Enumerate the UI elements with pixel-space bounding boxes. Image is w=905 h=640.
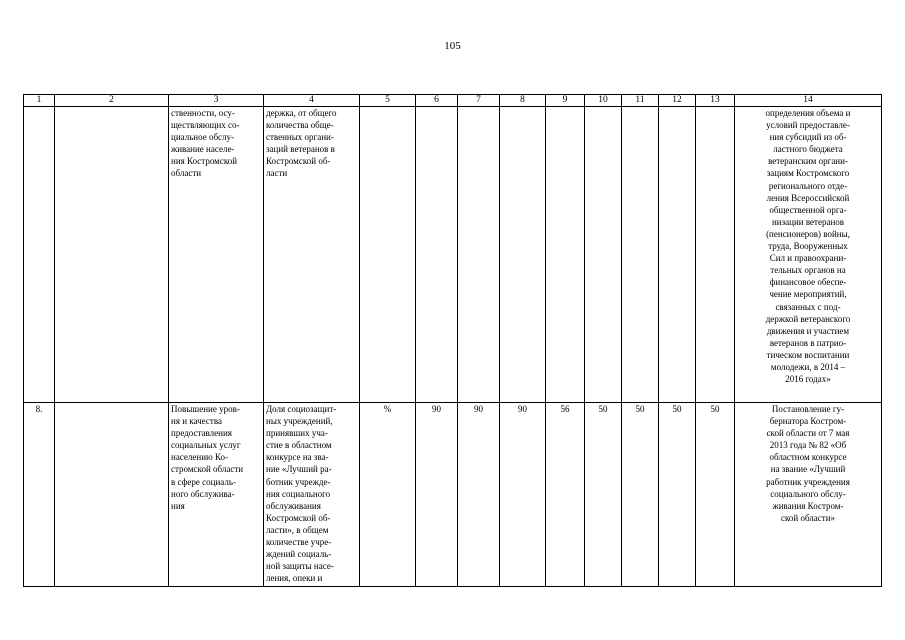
header-row [24, 95, 882, 107]
header-cell-10: 10 [585, 95, 622, 107]
unit-cell [360, 107, 416, 403]
row-number-cell [24, 107, 55, 403]
header-cell-7: 7 [458, 95, 500, 107]
table-row [24, 107, 882, 403]
value-cell-7: 90 [458, 403, 500, 587]
header-cell-2: 2 [55, 95, 169, 107]
basis-cell: Постановление гу- бернатора Костром- ской области от 7 мая 2013 года № 82 «Об областном конкурсе на звание «Лучший работник учреждения социального обслу- живания Костром- ской области» [735, 403, 882, 587]
value-cell-10: 50 [585, 403, 622, 587]
header-cell-12: 12 [659, 95, 696, 107]
header-cell-13: 13 [696, 95, 735, 107]
header-cell-6: 6 [416, 95, 458, 107]
value-cell-12 [659, 107, 696, 403]
header-cell-9: 9 [546, 95, 585, 107]
indicators-table [23, 94, 882, 587]
indicator-cell: Доля социозащит- ных учреждений, принявших уча- стие в областном конкурсе на зва- ние «Лучший ра- ботник учрежде- ния социального обслуживания Костромской об- ласти», в общем количестве учре- ждений социаль- ной защиты насе- ления, опеки и [264, 403, 360, 587]
value-cell-7 [458, 107, 500, 403]
unit-cell: % [360, 403, 416, 587]
header-cell-14: 14 [735, 95, 882, 107]
header-cell-4: 4 [264, 95, 360, 107]
value-cell-11 [622, 107, 659, 403]
value-cell-6: 90 [416, 403, 458, 587]
value-cell-8 [500, 107, 546, 403]
header-cell-3: 3 [169, 95, 264, 107]
value-cell-9 [546, 107, 585, 403]
value-cell-6 [416, 107, 458, 403]
page-number: 105 [444, 40, 461, 52]
value-cell-12: 50 [659, 403, 696, 587]
row-number-cell: 8. [24, 403, 55, 587]
value-cell-13 [696, 107, 735, 403]
task-cell: Повышение уров- ня и качества предоставления социальных услуг населению Ко- стромской области в сфере социаль- ного обслужива- ния [169, 403, 264, 587]
indicator-cell: держка, от общего количества обще- ственных органи- заций ветеранов в Костромской об- ласти [264, 107, 360, 403]
basis-cell: определения объема и условий предоставле- ния субсидий из об- ластного бюджета ветеранским органи- зациям Костромского регионального отде- ления Всероссийской общественной орга- низации ветеранов (пенсионеров) войны, труда, Вооруженных Сил и правоохрани- тельных органов на финансовое обеспе- чение мероприятий, связанных с под- держкой ветеранского движения и участием ветеранов в патрио- тическом воспитании молодежи, в 2014 – 2016 годах» [735, 107, 882, 403]
value-cell-8: 90 [500, 403, 546, 587]
table-row [24, 403, 882, 587]
header-cell-8: 8 [500, 95, 546, 107]
cell-col-2 [55, 107, 169, 403]
value-cell-13: 50 [696, 403, 735, 587]
value-cell-9: 56 [546, 403, 585, 587]
value-cell-11: 50 [622, 403, 659, 587]
task-cell: ственности, осу- ществляющих со- циальное обслу- живание населе- ния Костромской области [169, 107, 264, 403]
header-cell-1: 1 [24, 95, 55, 107]
value-cell-10 [585, 107, 622, 403]
header-cell-5: 5 [360, 95, 416, 107]
cell-col-2 [55, 403, 169, 587]
header-cell-11: 11 [622, 95, 659, 107]
